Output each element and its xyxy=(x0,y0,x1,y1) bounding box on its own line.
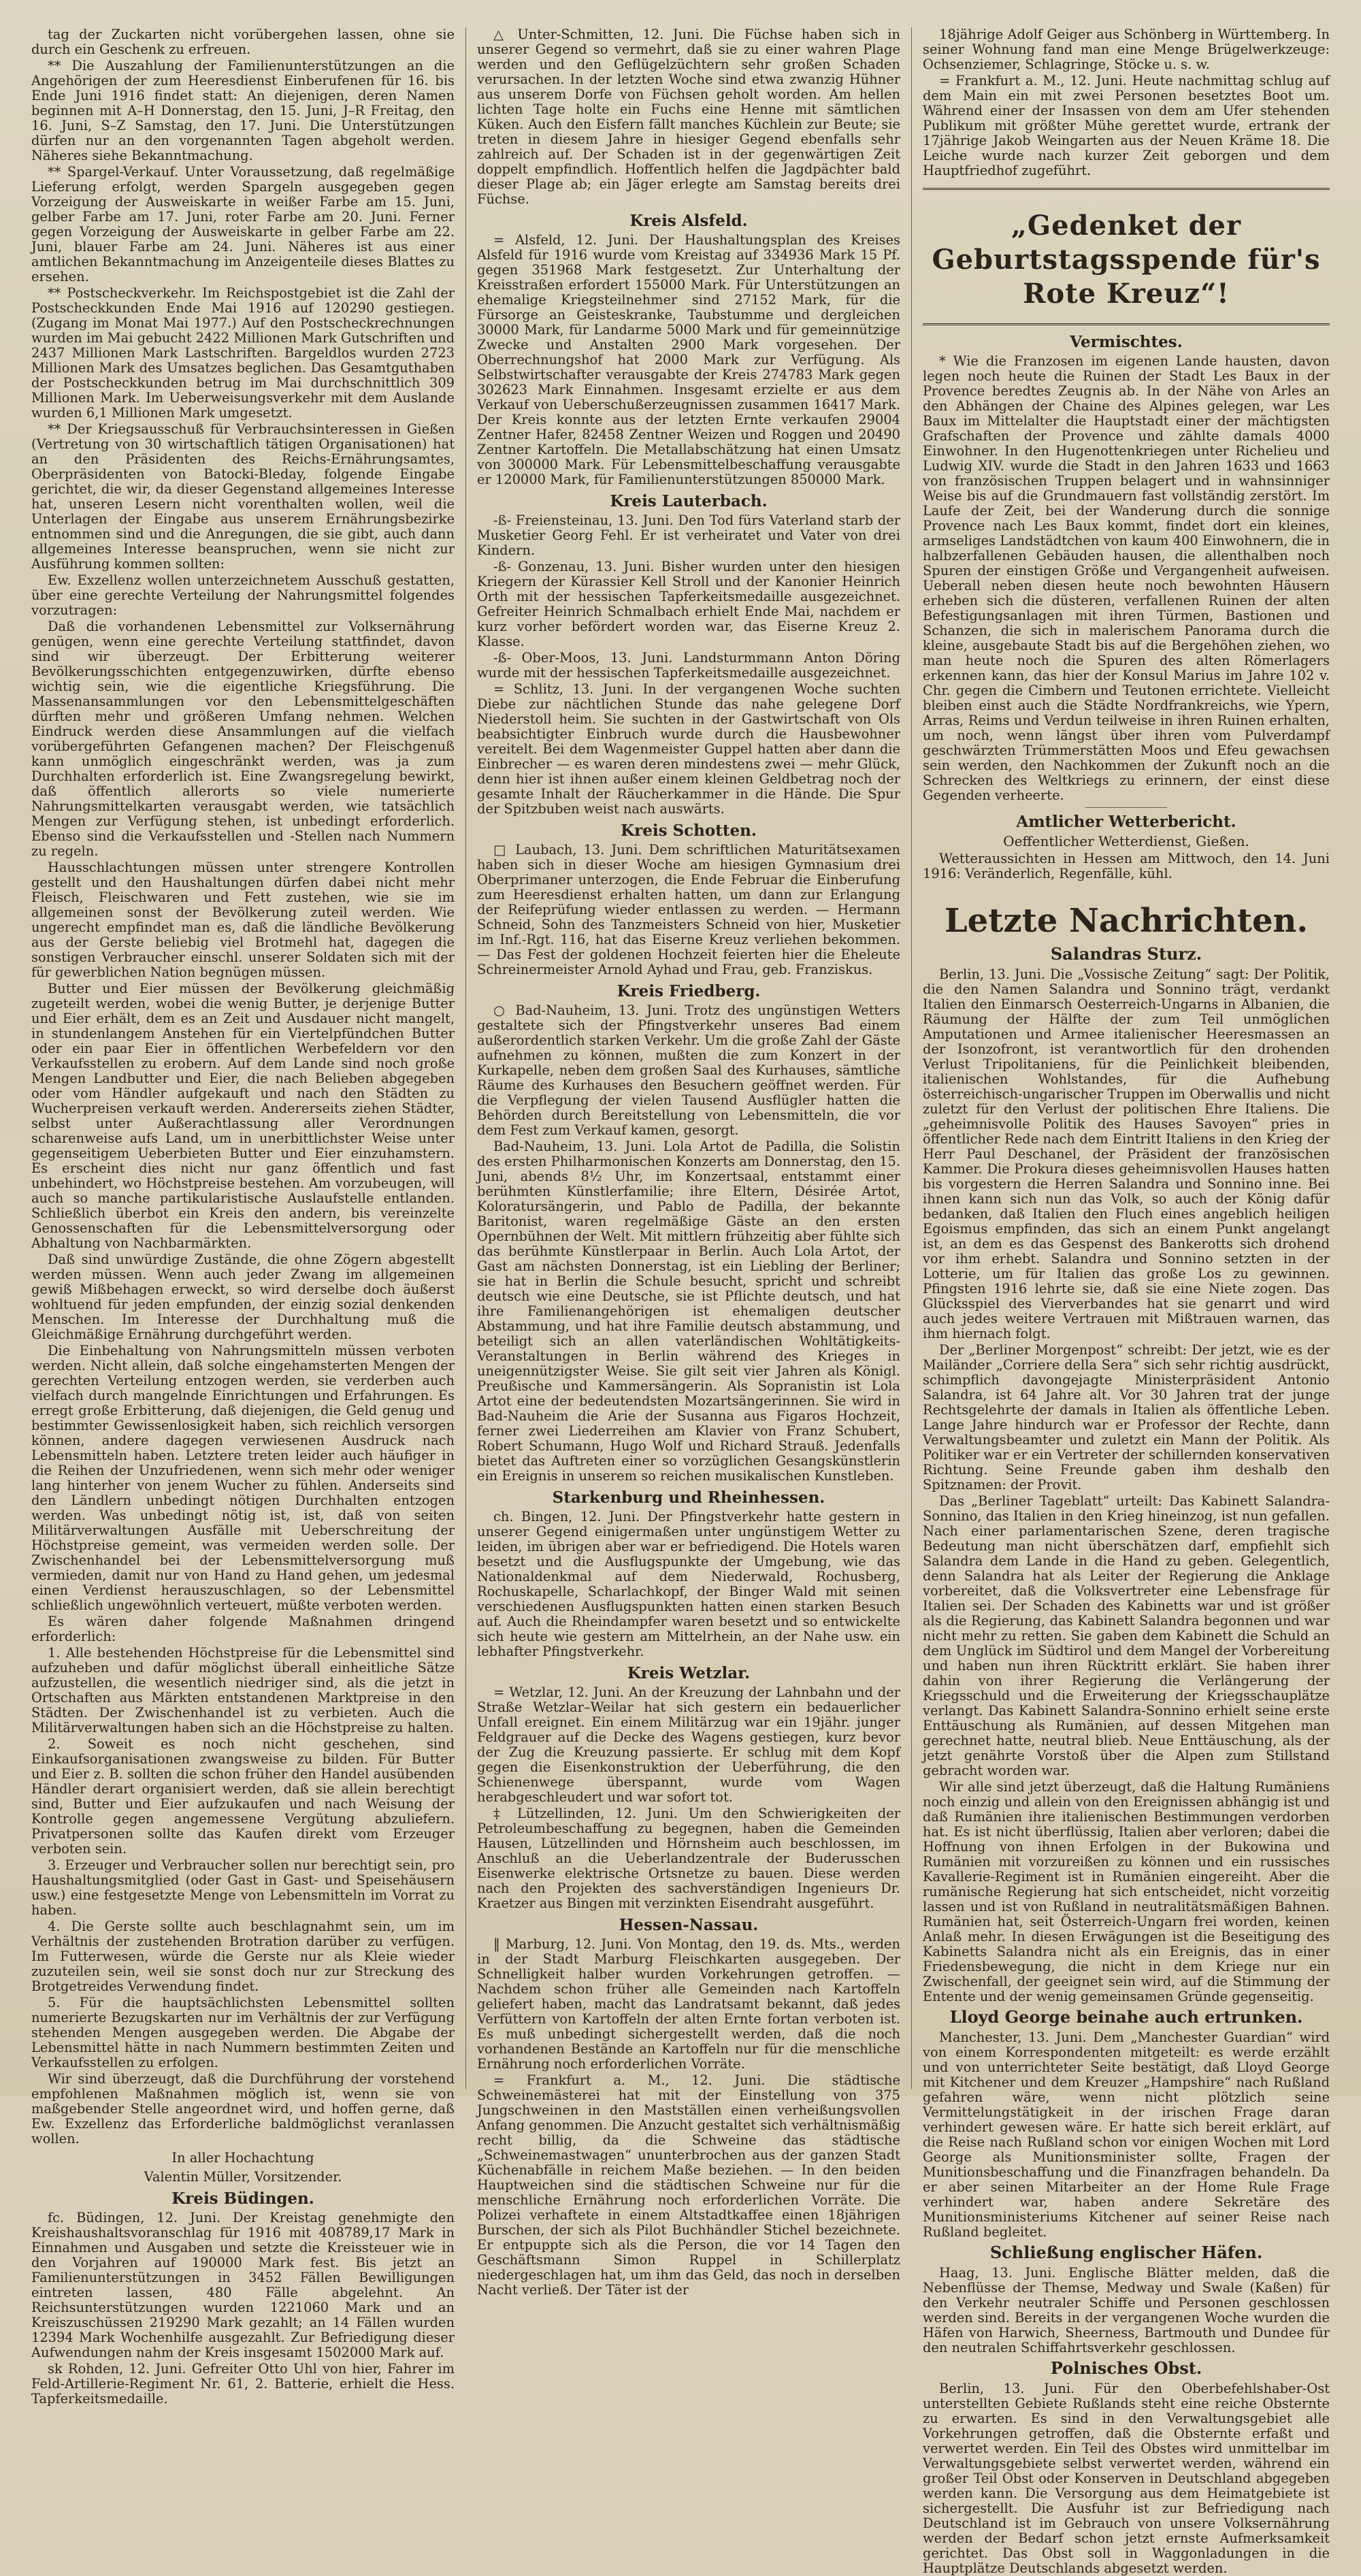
paragraph: = Frankfurt a. M., 12. Juni. Heute nachmittag schlug auf dem Main ein mit zwei Personen besetztes Boot um. Während einer der Insassen von dem am Ufer stehenden Publikum mit größter Mühe gerettet wurde, ertrank der 17jährige Jakob Weingarten aus der Neuen Kräme 18. Die Leiche wurde nach kurzer Zeit geborgen und dem Hauptfriedhof zugeführt. xyxy=(923,73,1330,178)
paragraph: -ß- Ober-Moos, 13. Juni. Landsturmmann Anton Döring wurde mit der hessischen Tapferkeitsmedaille ausgezeichnet. xyxy=(477,650,900,681)
paragraph: 4. Die Gerste sollte auch beschlagnahmt sein, um im Verhältnis der zustehenden Brotration darüber zu verfügen. Im Futterwesen, würde die Gerste nur als Kleie wieder zuzuteilen sein, weil sie sonst doch nur zur Streckung des Brotgetreides Verwendung findet. xyxy=(31,1919,455,1994)
paragraph: □ Laubach, 13. Juni. Dem schriftlichen Maturitätsexamen haben sich in dieser Woche am hiesigen Gymnasium drei Oberprimaner unterzogen, die Ende Februar die Einberufung zum Heeresdienst erhalten hatten, um dann zur Erlangung der Reifeprüfung wieder entlassen zu werden. — Hermann Schneid, Sohn des Tanzmeisters Schneid von hier, Musketier im Inf.-Rgt. 116, hat das Eiserne Kreuz verliehen bekommen. — Das Fest der goldenen Hochzeit feierten hier die Eheleute Schreinermeister Arnold Ayhad und Frau, geb. Franziskus. xyxy=(477,842,900,977)
section-heading: Vermischtes. xyxy=(1070,333,1183,351)
weather-forecast: Wetteraussichten in Hessen am Mittwoch, den 14. Juni 1916: Veränderlich, Regenfälle, kühl. xyxy=(923,851,1330,881)
paragraph: ** Der Kriegsausschuß für Verbrauchsinteressen in Gießen (Vertretung von 30 wirtschaftlich tätigen Organisationen) hat an den Präsidenten des Reichs-Ernährungsamtes, Oberpräsidenten von Batocki-Bleday, folgende Eingabe gerichtet, die wir, da dieser Gegenstand allgemeines Interesse hat, unseren Lesern nicht vorenthalten wollen, weil die Unterlagen der Eingabe aus unserem Ernährungsbezirke entnommen sind und die Anregungen, die sie gibt, auch dann allgemeines Interesse beanspruchen, wenn sie nicht zur Ausführung kommen sollten: xyxy=(31,421,455,572)
signature-name: Valentin Müller, Vorsitzender. xyxy=(144,2169,342,2185)
section-heading: Amtlicher Wetterbericht. xyxy=(1016,813,1236,831)
red-cross-appeal: „Gedenket der Geburtstagsspende für's Rote Kreuz“! xyxy=(932,210,1321,310)
paragraph: Berlin, 13. Juni. Die „Vossische Zeitung“ sagt: Der Politik, die den Namen Salandra und Sonnino trägt, verdankt Italien den Einmarsch Oesterreich-Ungarns in Albanien, die Räumung der Hälfte der zum Teil unmöglichen Amputationen und Armee italienischer Heeresmassen an der Isonzofront, ist verantwortlich für den drohenden Verlust Tripolitaniens, für die Peinlichkeit bleibenden, italienischen Wohlstandes, für die Aufhebung österreichisch-ungarischer Truppen im Oberwallis und nicht zuletzt für den Verlust der politischen Ehre Italiens. Die „geheimnisvolle Politik des Hauses Savoyen“ pries in öffentlicher Rede nach dem Eintritt Italiens in den Krieg der Herr Paul Deschanel, der Präsident der französischen Kammer. Die Prokura dieses geheimnisvollen Hauses hatten bis vorgestern die Herren Salandra und Sonnino inne. Bei ihnen kann sich nun das Volk, so auch der König dafür bedanken, daß Italien den Fluch eines angeblich heiligen Egoismus empfinden, das sich an einem Punkt angelangt ist, an dem es das Gespenst des Bankerotts sich drohend vor ihm erhebt. Salandra und Sonnino setzten in der Lotterie, um für Italien das große Los zu gewinnen. Pfingsten 1916 lehrte sie, daß sie eine Niete zogen. Das Glücksspiel des Vierverbandes hat sie genarrt und wird auch jedes weitere Vertrauen mit Mißtrauen warnen, das ihm hiernach folgt. xyxy=(923,966,1330,1341)
paragraph: Das „Berliner Tageblatt“ urteilt: Das Kabinett Salandra-Sonnino, das Italien in den Krieg hineinzog, ist nun gefallen. Nach einer parlamentarischen Szene, deren tragische Bedeutung man nicht überschätzen darf, empfiehlt sich Salandra dem Lande in die Hand zu geben. Gelegentlich, denn Salandra hat als Leiter der Regierung die Anklage vorbereitet, daß die Volksvertreter eine Lebensfrage für Italien sei. Der Schaden des Kabinetts war und ist größer als die Regierung, das Kabinett Salandra begonnen und war nicht mehr zu retten. Sie gaben dem Kabinett die Schuld an dem Unglück im Südtirol und dem Mangel der Vorbereitung und haben nun ihren Rücktritt erklärt. Sie haben ihrer dahin von ihrer Regierung die Verlängerung der Kriegsschuld und die Erweiterung der Kriegsschauplätze verlangt. Das Kabinett Salandra-Sonnino erhielt seine erste Enttäuschung als Rumänien, auf dessen Mitgehen man gerechnet hatte, neutral blieb. Neue Enttäuschung, als der jetzt genährte Vorstoß über die Alpen zum Stillstand gebracht worden war. xyxy=(923,1493,1330,1778)
paragraph: Butter und Eier müssen der Bevölkerung gleichmäßig zugeteilt werden, wobei die wenig Butter, je derjenige Butter und Eier erhält, dem es an Zeit und Ausdauer nicht mangelt, in stundenlangem Anstehen für ein Viertelpfündchen Butter oder ein paar Eier in öffentlichen Werbefeldern vor den Verkaufsstellen zu erobern. Auf dem Lande sind noch große Mengen Landbutter und Eier, die nach Belieben abgegeben oder vom Händler aufgekauft und nach den Städten zu Wucherpreisen verkauft werden. Andererseits ziehen Städter, selbst unter Außerachtlassung aller Verordnungen scharenweise aufs Land, um in unerbittlichster Weise unter gegenseitigem Ueberbieten Butter und Eier einzuhamstern. Es erscheint dies nicht nur ganz öffentlich und fast unbehindert, wo Höchstpreise bestehen. Am vorzubeugen, will auch so manche partikularistische Auslaufstelle entlanden. Schließlich überbot ein Kreis den andern, bis vereinzelte Genossenschaften für die Lebensmittelversorgung oder Abhaltung von Nachbarmärkten. xyxy=(31,981,455,1251)
paragraph: ** Die Auszahlung der Familienunterstützungen an die Angehörigen der zum Heeresdienst Einberufenen für 16. bis Ende Juni 1916 findet statt: An diejenigen, deren Namen beginnen mit A–H Donnerstag, den 15. Juni, J–R Freitag, den 16. Juni, S–Z Samstag, den 17. Juni. Die Unterstützungen dürfen nur an den vorgenannten Tagen abgeholt werden. Näheres siehe Bekanntmachung. xyxy=(31,58,455,163)
column-2 xyxy=(466,27,912,2298)
paragraph: ○ Bad-Nauheim, 13. Juni. Trotz des ungünstigen Wetters gestaltete sich der Pfingstverkehr unseres Bad einem außerordentlich starken Verkehr. Um die große Zahl der Gäste aufnehmen zu können, mußten die zum Konzert in der Kurkapelle, neben dem großen Saal des Kurhauses, sämtliche Räume des Kurhauses den Besuchern geöffnet werden. Für die Verpflegung der vielen Tausend Ausflügler hatten die Behörden durch Bereitstellung von Lebensmitteln, die vor dem Fest zum Verkauf kamen, gesorgt. xyxy=(477,1002,900,1138)
paragraph: ** Spargel-Verkauf. Unter Voraussetzung, daß regelmäßige Lieferung erfolgt, werden Spargeln ausgegeben gegen Vorzeigung der Ausweiskarte in weißer Farbe am 15. Juni, gelber Farbe am 17. Juni, roter Farbe am 20. Juni. Ferner gegen Vorzeigung der Ausweiskarte in gelber Farbe am 22. Juni, blauer Farbe am 24. Juni. Näheres ist aus einer amtlichen Bekanntmachung im Anzeigenteile dieses Blattes zu ersehen. xyxy=(31,164,455,284)
paragraph: Bad-Nauheim, 13. Juni. Lola Artot de Padilla, die Solistin des ersten Philharmonischen Konzerts am Donnerstag, den 15. Juni, abends 8½ Uhr, im Konzertsaal, entstammt einer berühmten Künstlerfamilie; ihre Eltern, Désirée Artot, Koloratursängerin, und Pablo de Padilla, der bekannte Baritonist, waren regelmäßige Gäste an den ersten Opernbühnen der Welt. Mit mittlern frühzeitig aber fühlte sich das berühmte Künstlerpaar in Berlin. Auch Lola Artot, der Gast am nächsten Donnerstag, ist ein Liebling der Berliner; sie hat in Berlin die Schule besucht, spricht und schreibt deutsch wie eine Deutsche, sie ist Pflichte deutsch, und hat ihre Familienangehörigen ist ehemaligen deutscher Abstammung, und hat ihre Familie deutsch abstammung, und beteiligt sich an allen vaterländischen Wohltätigkeits-Veranstaltungen in Berlin während des Krieges in uneigennützigster Weise. Sie gilt seit vier Jahren als Königl. Preußische und Kammersängerin. Als Sopranistin ist Lola Artot eine der bedeutendsten Mozartsängerinnen. Sie wird in Bad-Nauheim die Arie der Susanna aus Figaros Hochzeit, ferner zwei Liederreihen am Klavier von Franz Schubert, Robert Schumann, Hugo Wolf und Richard Strauß. Jedenfalls bietet das Auftreten einer so vorzüglichen Gesangskünstlerin ein Ereignis in unserem so reichen musikalischen Kunstleben. xyxy=(477,1139,900,1484)
paragraph: tag der Zuckarten nicht vorübergehen lassen, ohne sie durch ein Geschenk zu erfreuen. xyxy=(31,27,455,57)
paragraph: Haag, 13. Juni. Englische Blätter melden, daß die Nebenflüsse der Themse, Medway und Swale (Kaßen) für den Verkehr neutraler Schiffe und Personen geschlossen werden sind. Bereits in der vergangenen Woche wurden die Häfen von Harwich, Sheerness, Bartmouth und Dundee für den neutralen Schiffahrtsverkehr geschlossen. xyxy=(923,2265,1330,2355)
section-heading: Kreis Lauterbach. xyxy=(610,492,768,510)
late-news-heading: Letzte Nachrichten. xyxy=(944,902,1309,940)
section-heading: Kreis Schotten. xyxy=(621,821,757,840)
paragraph: fc. Büdingen, 12. Juni. Der Kreistag genehmigte den Kreishaushaltsvoranschlag für 1916 mit 408789,17 Mark in Einnahmen und Ausgaben und setzte die Kreissteuer wie in den Vorjahren auf 190000 Mark fest. Bis jetzt an Familienunterstützungen in 3452 Fällen Bewilligungen eintreten lassen, 480 Fälle abgelehnt. An Reichsunterstützungen wurden 1221060 Mark und an Kreiszuschüssen 219290 Mark gezahlt; an 14 Fällen wurden 12394 Mark Wochenhilfe ausgezahlt. Zur Befriedigung dieser Aufwendungen nahm der Kreis insgesamt 1502000 Mark auf. xyxy=(31,2210,455,2360)
paragraph: Berlin, 13. Juni. Für den Oberbefehlshaber-Ost unterstellten Gebiete Rußlands steht eine reiche Obsternte zu erwarten. Es sind in den Verwaltungsgebiet alle Vorkehrungen getroffen, daß die Obsternte erfaßt und verwertet werden. Ein Teil des Obstes wird unmittelbar im Verwaltungsgebiete selbst verwertet werden, während ein großer Teil Obst oder Konserven in Deutschland abgegeben werden kann. Die Versorgung aus dem Heimatgebiete ist sichergestellt. Die Ausfuhr ist zur Befriedigung nach Deutschland ist im Gebrauch von unsere Volksernährung werden der Bedarf schon jetzt ernste Aufmerksamkeit gerichtet. Das Obst soll in Waggonladungen in die Hauptplätze Deutschlands abgesetzt werden. xyxy=(923,2381,1330,2576)
paragraph: 18jährige Adolf Geiger aus Schönberg in Württemberg. In seiner Wohnung fand man eine Menge Brügelwerkzeuge: Ochsenziemer, Schlagringe, Stöcke u. s. w. xyxy=(923,27,1330,72)
paragraph: Daß sind unwürdige Zustände, die ohne Zögern abgestellt werden müssen. Wenn auch jeder Zwang im allgemeinen gewiß Mißbehagen erweckt, so wird derselbe doch äußerst wohltuend für jeden empfunden, der einzig sozial denkenden Menschen. Im Interesse der Durchhaltung muß die Gleichmäßige Ernährung durchgeführt werden. xyxy=(31,1252,455,1342)
columns xyxy=(20,27,1341,2576)
paragraph: Manchester, 13. Juni. Dem „Manchester Guardian“ wird von einem Korrespondenten mitgeteilt: es werde erzählt und von unterrichteter Seite bestätigt, daß Lloyd George mit Kitchener und dem Kreuzer „Hampshire“ nach Rußland gefahren wäre, wenn nicht plötzlich seine Vermittelungstätigkeit in der irischen Frage daran verhindert gewesen wäre. Er hatte sich bereit erklärt, auf die Reise nach Rußland schon vor einigen Wochen mit Lord George als Munitionsminister sollte, Fragen der Munitionsbeschaffung und die Finanzfragen behandeln. Da er aber seinen Mitarbeiter an der Home Rule Frage verhindert war, haben andere Sekretäre des Munitionsministeriums Kitchener auf seiner Reise nach Rußland begleitet. xyxy=(923,2029,1330,2240)
section-heading: Schließung englischer Häfen. xyxy=(989,2243,1263,2262)
paragraph: Wir sind überzeugt, daß die Durchführung der vorstehend empfohlenen Maßnahmen möglich ist, wenn sie von maßgebender Stelle angeordnet wird, und hoffen gerne, daß Ew. Exzellenz das Erforderliche baldmöglichst veranlassen wollen. xyxy=(31,2071,455,2147)
paragraph: Die Einbehaltung von Nahrungsmitteln müssen verboten werden. Nicht allein, daß solche eingehamsterten Mengen der gerechten Verteilung entzogen werden, sie verderben auch vielfach durch mangelnde Einrichtungen und Erfahrungen. Es erregt große Erbitterung, daß diejenigen, die Geld genug und bestimmter Gewissenlosigkeit haben, sich reichlich versorgen können, andere dagegen verwiesenen Ausdruck nach Lebensmitteln haben. Letztere treten leider auch häufiger in die Reihen der Unzufriedenen, wenn sich mehr oder weniger lang hinterher von jenem Wucher zu fühlen. Anderseits sind den Ländlern unbedingt nötigen Durchhalten entzogen werden. Was unbedingt nötig ist, ist, daß von seiten Militärverwaltungen Ausfälle mit Ueberschreitung der Höchstpreise gemeint, was vermeiden werden solle. Der Zwischenhandel bei der Lebensmittelversorgung muß vermieden, damit nur von Hand zu Hand gehen, um jedesmal einen Verdienst herauszuschlagen, so der Lebensmittel schließlich ungewöhnlich verteuert, müßte verboten werden. xyxy=(31,1343,455,1613)
signature-greeting: In aller Hochachtung xyxy=(171,2150,314,2166)
paragraph: * Wie die Franzosen im eigenen Lande hausten, davon legen noch heute die Ruinen der Stadt Les Baux in der Provence beredtes Zeugnis ab. In der Nähe von Arles an den Abhängen der Chaine des Alpines gelegen, war Les Baux im Mittelalter die Hauptstadt einer der mächtigsten Grafschaften der Provence und zählte damals 4000 Einwohner. In den Hugenottenkriegen unter Richelieu und Ludwig XIV. wurde die Stadt in den Jahren 1633 und 1663 von französischen Truppen belagert und in wahnsinniger Weise bis auf die Grundmauern fast vollständig zerstört. Im Laufe der Zeit, bei der Wanderung durch die sonnige Provence nach Les Baux kommt, findet dort ein kleines, armseliges Landstädtchen von kaum 400 Einwohnern, die in halbzerfallenen Gebäuden hausen, die allenthalben noch Spuren der einstigen Größe und Vergangenheit aufweisen. Ueberall neben diesen heute noch bewohnten Häusern erheben sich die düsteren, verfallenen Ruinen der alten Befestigungsanlagen mit ihren Türmen, Bastionen und Schanzen, die sich in malerischem Panorama durch die kleine, ausgebaute Stadt bis auf die Bergehöhen ziehen, wo man heute noch die Spuren des alten Römerlagers erkennen kann, das hier der Konsul Marius im Jahre 102 v. Chr. gegen die Cimbern und Teutonen errichtete. Vielleicht bleiben einst auch die Städte Nordfrankreichs, wie Ypern, Arras, Reims und Verdun teilweise in ihren Ruinen erhalten, um noch, wenn längst über ihren vom Pulverdampf geschwärzten Trümmerstätten Moos und Efeu gewachsen sein werden, den Nachkommen der Zukunft noch an die Schrecken des Weltkriegs zu erinnern, der einst diese Gegenden verheerte. xyxy=(923,353,1330,803)
section-heading: Kreis Büdingen. xyxy=(171,2189,314,2208)
paragraph: 1. Alle bestehenden Höchstpreise für die Lebensmittel sind aufzuheben und dafür möglichst überall einheitliche Sätze aufzustellen, die wesentlich niedriger sind, als die jetzt in Ortschaften aus Märkten entstandenen Marktpreise in den Städten. Der Zwischenhandel ist zu verbieten. Auch die Militärverwaltungen haben sich an die Höchstpreise zu halten. xyxy=(31,1645,455,1735)
paragraph: = Alsfeld, 12. Juni. Der Haushaltungsplan des Kreises Alsfeld für 1916 wurde vom Kreistag auf 334936 Mark 15 Pf. gegen 351968 Mark festgesetzt. Zur Unterhaltung der Kreisstraßen erfordert 155000 Mark. Für Unterstützungen an ehemalige Kriegsteilnehmer sind 27152 Mark, für die Fürsorge an Geisteskranke, Taubstumme und dergleichen 30000 Mark, für Landarme 5000 Mark und für gemeinnützige Zwecke und Anstalten 2900 Mark vorgesehen. Der Oberrechnungshof hat 2000 Mark zur Verfügung. Als Selbstwirtschafter verausgabte der Kreis 274783 Mark gegen 302623 Mark Einnahmen. Insgesamt erzielte er aus dem Verkauf von Ueberschußerzeugnissen zusammen 16417 Mark. Der Kreis konnte aus der letzten Ernte verkaufen 29004 Zentner Hafer, 82458 Zentner Weizen und Roggen und 20490 Zentner Kartoffeln. Die Metallabschätzung hat einen Umsatz von 300000 Mark. Für Lebensmittelbeschaffung verausgabte er 120000 Mark, für Familienunterstützungen 850000 Mark. xyxy=(477,232,900,487)
paragraph: -ß- Gonzenau, 13. Juni. Bisher wurden unter den hiesigen Kriegern der Kürassier Kell Stroll und der Kanonier Heinrich Orth mit der hessischen Tapferkeitsmedaille ausgezeichnet. Gefreiter Heinrich Schmalbach erhielt Ende Mai, nachdem er kurz vorher befördert worden war, das Eiserne Kreuz 2. Klasse. xyxy=(477,559,900,649)
column-3 xyxy=(912,27,1341,2576)
paragraph: Daß die vorhandenen Lebensmittel zur Volksernährung genügen, wenn eine gerechte Verteilung stattfindet, davon sind wir überzeugt. Der Erbitterung weiterer Bevölkerungsschichten entgegenzuwirken, dürfte ebenso wichtig sein, wie die eigentliche Kriegsführung. Die Massenansammlungen vor den Lebensmittelgeschäften dürften mehr und größeren Umfang nehmen. Welchen Eindruck werden diese Ansammlungen auf die vielfach vorübergeführten Gefangenen machen? Der Fleischgenuß kann unmöglich eingeschränkt werden, was ja zum Durchhalten erforderlich ist. Eine Zwangsregelung bewirkt, daß öffentlich allerorts so viele numerierte Nahrungsmittelkarten verausgabt werden, wie tatsächlich Mengen zur Verfügung stehen, ist unbedingt erforderlich. Ebenso sind die Verkaufsstellen und -Stellen nach Nummern zu regeln. xyxy=(31,619,455,859)
paragraph: Wir alle sind jetzt überzeugt, daß die Haltung Rumäniens noch einzig und allein von den Ereignissen abhängig ist und daß Rumänien ihre italienischen Bestimmungen verdorben hat. Es ist nicht überflüssig, Italien aber verloren; dabei die Hoffnung von ihnen Erfolgen in der Bukowina und Rumänien mit vorzureißen zu können und ein russisches Kavallerie-Regiment ist in Rumänien eingereiht. Aber die rumänische Regierung hat sich entscheidet, nicht vorzeitig lassen und ist von Rußland in neutralitätsmäßigen Bahnen. Rumänien hat, seit Österreich-Ungarn frei worden, keinen Anlaß mehr. In diesen Erwägungen ist die Beseitigung des Kabinetts Salandra nicht als ein Ereignis, das in einer Friedensbewegung, die nicht in dem Kriege nur ein Zwischenfall, der geeignet sein wird, auf die Stimmung der Entente und der wenig gemeinsamen Gründe gegenseitig. xyxy=(923,1779,1330,2004)
section-heading: Lloyd George beinahe auch ertrunken. xyxy=(949,2007,1303,2027)
section-heading: Starkenburg und Rheinhessen. xyxy=(552,1488,825,1507)
paragraph: -ß- Freiensteinau, 13. Juni. Den Tod fürs Vaterland starb der Musketier Georg Fehl. Er ist verheiratet und Vater von drei Kindern. xyxy=(477,512,900,558)
section-heading: Salandras Sturz. xyxy=(1050,944,1202,964)
divider xyxy=(1085,807,1167,808)
paragraph: 5. Für die hauptsächlichsten Lebensmittel sollten numerierte Bezugskarten nur im Verhältnis der zur Verfügung stehenden Mengen ausgegeben werden. Die Abgabe der Lebensmittel hätte in nach Nummern bestimmten Zeiten und Verkaufsstellen zu erfolgen. xyxy=(31,1995,455,2070)
paragraph: ‡ Lützellinden, 12. Juni. Um den Schwierigkeiten der Petroleumbeschaffung zu begegnen, haben die Gemeinden Hausen, Lützellinden und Hörnsheim auch beschlossen, im Anschluß an die Ueberlandzentrale der Buderusschen Eisenwerke elektrische Ortsnetze zu bauen. Diese werden nach den Projekten des sachverständigen Ingenieurs Dr. Kraetzer aus Bingen mit verzinkten Eisendraht ausgeführt. xyxy=(477,1806,900,1911)
section-heading: Kreis Alsfeld. xyxy=(629,212,748,230)
paragraph: 2. Soweit es noch nicht geschehen, sind Einkaufsorganisationen zwangsweise zu bilden. Für Butter und Eier z. B. sollten die schon früher den Handel ausübenden Händler derart organisiert werden, daß sie allein berechtigt sind, Butter und Eier aufzukaufen und nach Weisung der Kontrolle gegen angemessene Vergütung abzuliefern. Privatpersonen sollte das Kaufen direkt vom Erzeuger verboten sein. xyxy=(31,1736,455,1857)
column-1 xyxy=(20,27,466,2407)
paragraph: ** Postscheckverkehr. Im Reichspostgebiet ist die Zahl der Postscheckkunden Ende Mai 1916 auf 120290 gestiegen. (Zugang im Monat Mai 1977.) Auf den Postscheckrechnungen wurden im Mai gebucht 2422 Millionen Mark Gutschriften und 2437 Millionen Mark Lastschriften. Bargeldlos wurden 2723 Millionen Mark des Umsatzes beglichen. Das Gesamtguthaben der Postscheckkunden betrug im Mai durchschnittlich 309 Millionen Mark. Im Ueberweisungsverkehr mit dem Auslande wurden 6,1 Millionen Mark umgesetzt. xyxy=(31,285,455,421)
section-heading: Hessen-Nassau. xyxy=(619,1916,759,1934)
paragraph: = Wetzlar, 12. Juni. An der Kreuzung der Lahnbahn und der Straße Wetzlar–Weilar hat sich gestern ein bedauerlicher Unfall ereignet. Ein einem Militärzug war ein 19jähr. junger Feldgrauer auf die Decke des Wagens gestiegen, kurz bevor der Zug die Kreuzung passierte. Er schlug mit dem Kopf gegen die Eisenkonstruktion der Ueberführung, die den Schienenwege überspannt, wurde vom Wagen herabgeschleudert und war sofort tot. xyxy=(477,1684,900,1805)
paragraph: sk Rohden, 12. Juni. Gefreiter Otto Uhl von hier, Fahrer im Feld-Artillerie-Regiment Nr. 61, 2. Batterie, erhielt die Hess. Tapferkeitsmedaille. xyxy=(31,2361,455,2407)
weather-service: Oeffentlicher Wetterdienst, Gießen. xyxy=(1003,833,1249,849)
paragraph: = Frankfurt a. M., 12. Juni. Die städtische Schweinemästerei hat mit der Einstellung von 375 Jungschweinen in den Mastställen einen verheißungsvollen Anfang genommen. Die Anzucht gestaltet sich verhältnismäßig recht billig, da die Schweine das städtische „Schweinemastwagen“ ununterbrochen aus der ganzen Stadt Küchenabfälle in reichem Maße beziehen. — In den beiden Hauptweichen sind die städtischen Schweine nur für die menschliche Ernährung noch erforderlichen Vorräte. Die Polizei verhaftete in einem Altstadtkaffee einen 18jährigen Burschen, der sich als Pilot Buchhändler Stichel bezeichnete. Er entpuppte sich als die Person, die vor 14 Tagen den Geschäftsmann Simon Ruppel in Schillerplatz niedergeschlagen hat, um ihm das Geld, das noch in derselben Nacht verließ. Der Täter ist der xyxy=(477,2072,900,2298)
section-heading: Polnisches Obst. xyxy=(1050,2358,1202,2378)
paragraph: △ Unter-Schmitten, 12. Juni. Die Füchse haben sich in unserer Gegend so vermehrt, daß sie zu einer wahren Plage werden und den Geflügelzüchtern sehr großen Schaden verursachen. In der letzten Woche sind etwa zwanzig Hühner aus unserem Dorfe von Füchsen geholt worden. Am hellen lichten Tage holte ein Fuchs eine Henne mit sämtlichen Küken. Auch den Eisfern fällt manches Küchlein zur Beute; sie treten in diesem Jahre in hiesiger Gegend ebenfalls sehr zahlreich auf. Der Schaden ist in der gegenwärtigen Zeit doppelt empfindlich. Hoffentlich helfen die Jagdpächter bald dieser Plage ab; ein Jäger erlegte am Samstag bereits drei Füchse. xyxy=(477,27,900,207)
appeal-box xyxy=(923,188,1330,325)
paragraph: Hausschlachtungen müssen unter strengere Kontrollen gestellt und den Haushaltungen dürfen dabei nicht mehr Fleisch, Fleischwaren und Fett zustehen, wie sie im allgemeinen sonst der Bevölkerung zuteil werden. Wie ungerecht empfindet man es, daß die ländliche Bevölkerung aus der Gerste beliebig viel Brotmehl hat, dagegen die sonstigen Verbraucher einschl. unserer Soldaten sich mit der für gewerblichen Nation begnügen müssen. xyxy=(31,860,455,980)
section-heading: Kreis Wetzlar. xyxy=(627,1664,751,1682)
paragraph: ‖ Marburg, 12. Juni. Von Montag, den 19. ds. Mts., werden in der Stadt Marburg Fleischkarten ausgegeben. Der Schnelligkeit halber wurden Vorkehrungen getroffen. — Nachdem schon früher alle Gemeinden nach Kartoffeln geliefert haben, macht das Landratsamt bekannt, daß jedes Verfüttern von Kartoffeln der alten Ernte fortan verboten ist. Es muß unbedingt sichergestellt werden, daß die noch vorhandenen Bestände an Kartoffeln nur für die menschliche Ernährung noch erforderlichen Vorräte. xyxy=(477,1936,900,2072)
section-heading: Kreis Friedberg. xyxy=(617,982,761,1000)
paragraph: Der „Berliner Morgenpost“ schreibt: Der jetzt, wie es der Mailänder „Corriere della Sera“ sich sehr richtig ausdrückt, schimpflich davongejagte Ministerpräsident Antonio Salandra, ist 64 Jahre alt. Vor 30 Jahren trat der junge Rechtsgelehrte der damals in Italien als öffentliche Leben. Lange Jahre hindurch war er Professor der Rechte, dann Verwaltungsbeamter und zuletzt ein Mann der Politik. Als Politiker war er ein Vertreter der schillernden konservativen Richtung. Seine Freunde gaben ihm deshalb den Spitznamen: der Provit. xyxy=(923,1342,1330,1493)
paragraph: 3. Erzeuger und Verbraucher sollen nur berechtigt sein, pro Haushaltungsmitglied (oder Gast in Gast- und Speisehäusern usw.) eine festgesetzte Menge von Lebensmitteln im Vorrat zu haben. xyxy=(31,1857,455,1918)
paragraph: ch. Bingen, 12. Juni. Der Pfingstverkehr hatte gestern in unserer Gegend einigermaßen unter ungünstigem Wetter zu leiden, im übrigen aber war er befriedigend. Die Hotels waren besetzt und die Ausflugspunkte der Umgebung, wie das Nationaldenkmal auf dem Niederwald, Rochusberg, Rochuskapelle, Scharlachkopf, der Binger Wald mit seinen verschiedenen Ausflugspunkten hatten einen starken Besuch auf. Auch die Rheindampfer waren besetzt und so entwickelte sich heute wie gestern am Mittelrhein, an der Nahe usw. ein lebhafter Pfingstverkehr. xyxy=(477,1509,900,1659)
paragraph: Es wären daher folgende Maßnahmen dringend erforderlich: xyxy=(31,1614,455,1644)
paragraph: = Schlitz, 13. Juni. In der vergangenen Woche suchten Diebe zur nächtlichen Stunde das nahe gelegene Dorf Niederstoll heim. Sie suchten in der Gastwirtschaft von Ols beabsichtigter Einbruch wurde durch die Hausbewohner vereitelt. Bei dem Wagenmeister Guppel hatten aber dann die Einbrecher — es waren deren mindestens zwei — mehr Glück, denn hier ist ihnen außer einem kleinen Geldbetrag noch der gesamte Inhalt der Räucherkammer in die Hände. Die Spur der Spitzbuben weist nach auswärts. xyxy=(477,681,900,817)
paragraph: Ew. Exzellenz wollen unterzeichnetem Ausschuß gestatten, über eine gerechte Verteilung der Nahrungsmittel folgendes vorzutragen: xyxy=(31,572,455,618)
